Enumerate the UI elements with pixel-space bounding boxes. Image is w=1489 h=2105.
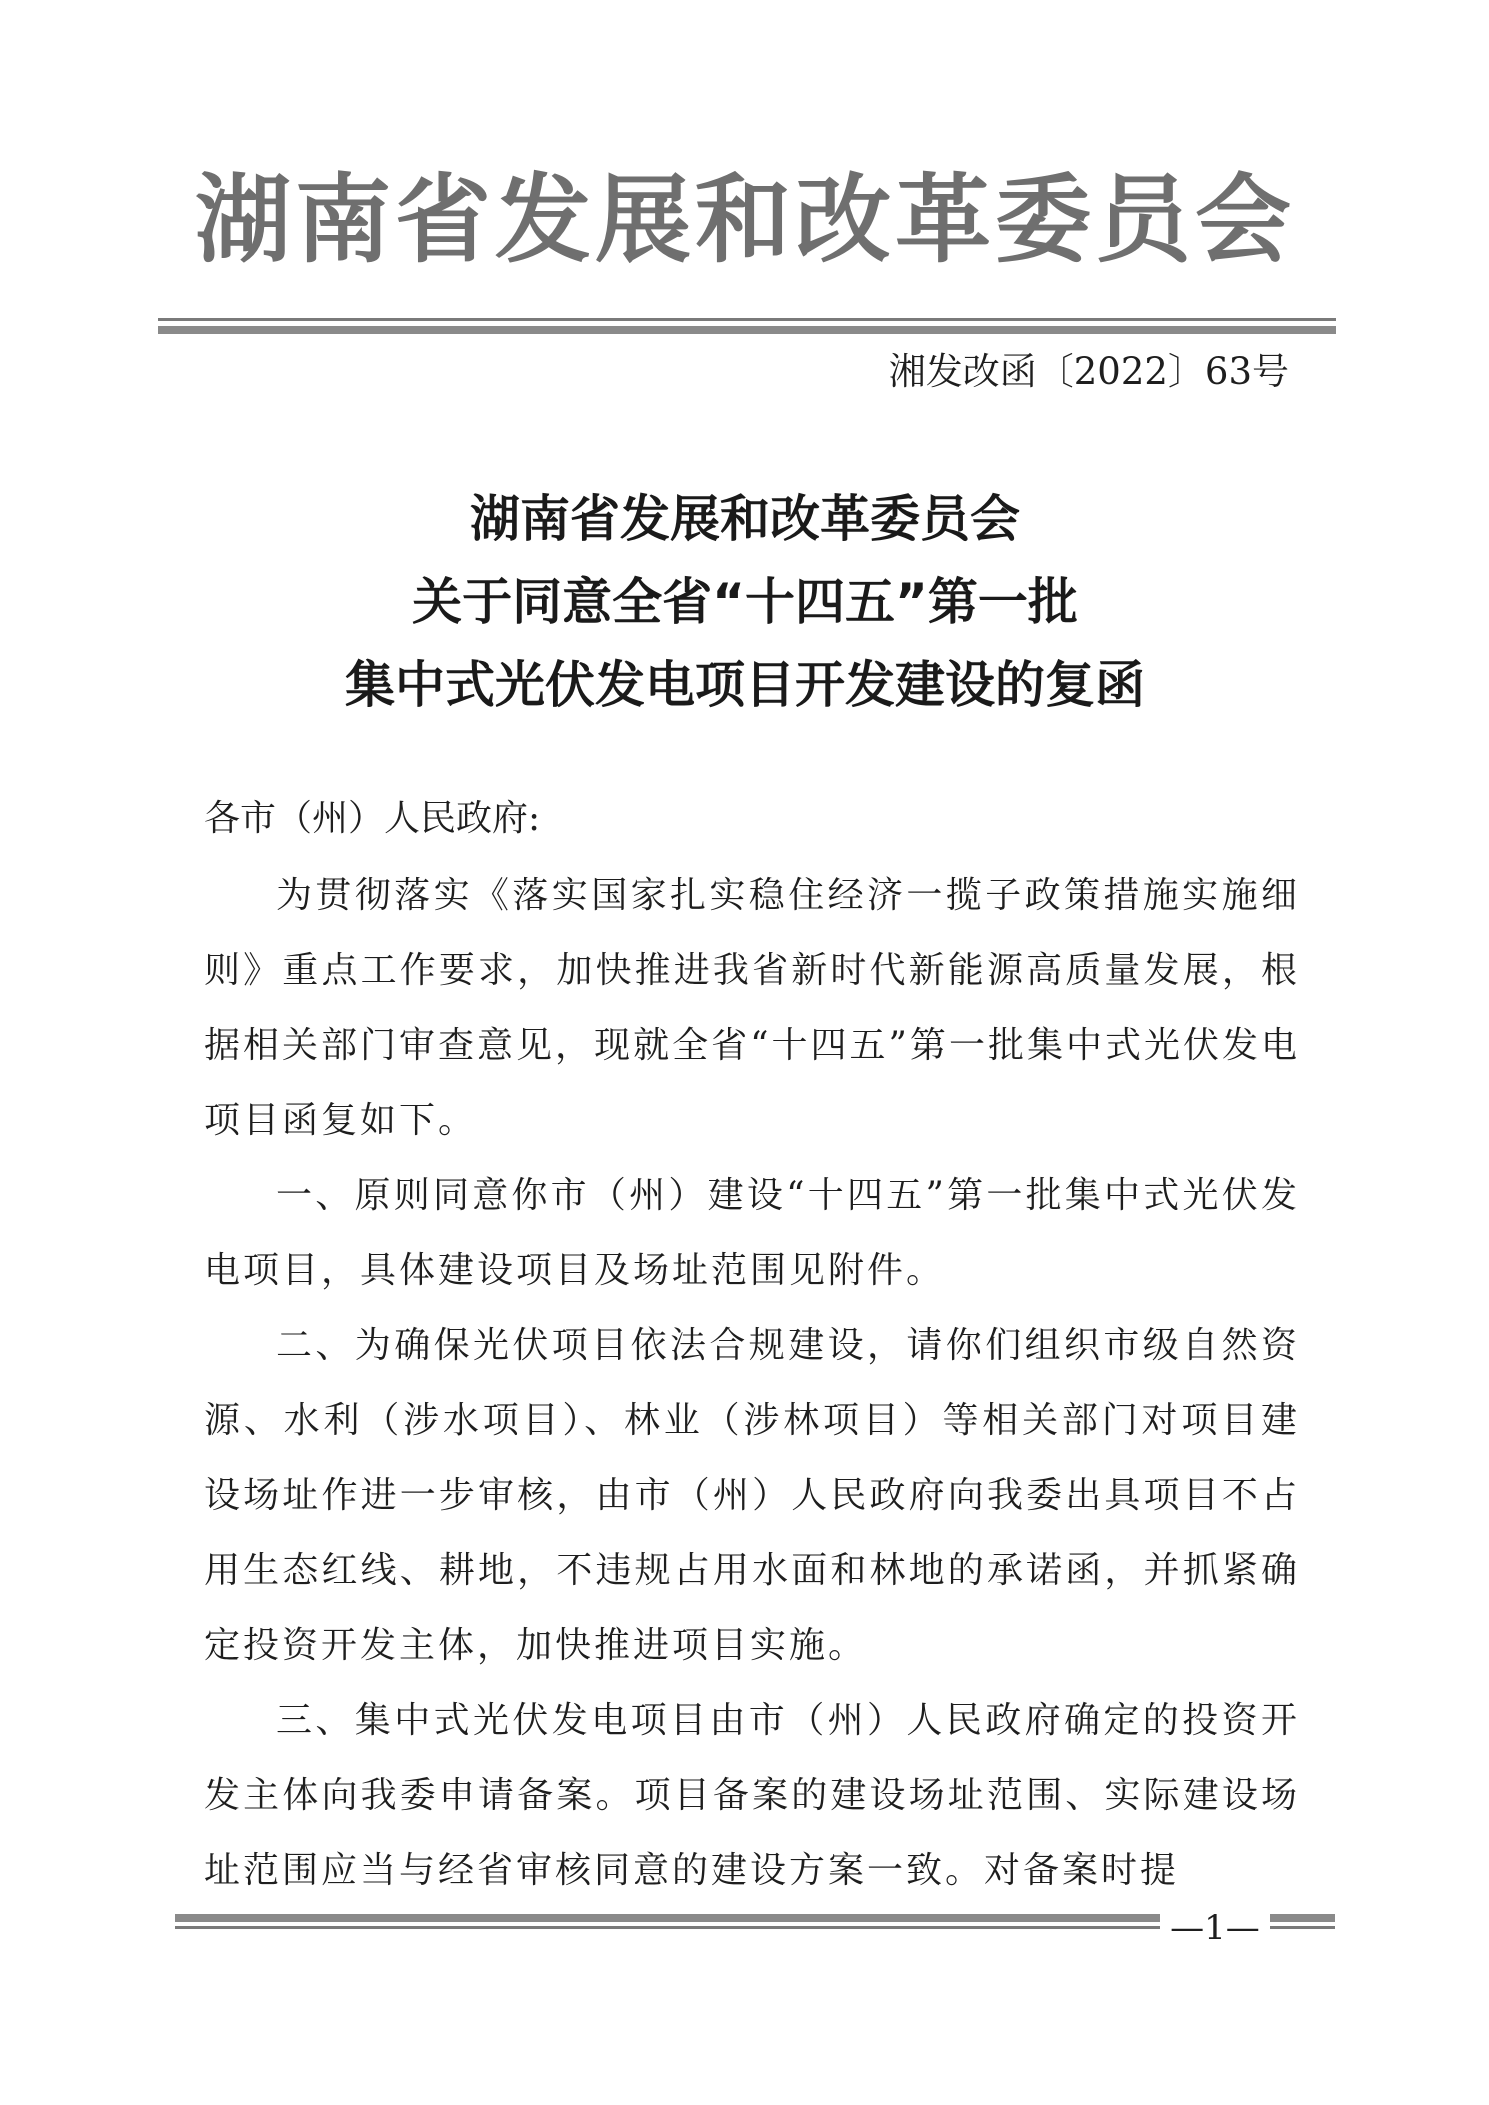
paragraph-item-3: 三、集中式光伏发电项目由市（州）人民政府确定的投资开发主体向我委申请备案。项目备案的建设场址范围、实际建设场址范围应当与经省审核同意的建设方案一致。对备案时提	[204, 1700, 1300, 1891]
paragraph-item-2: 二、为确保光伏项目依法合规建设，请你们组织市级自然资源、水利（涉水项目）、林业（涉林项目）等相关部门对项目建设场址作进一步审核，由市（州）人民政府向我委出具项目不占用生态红线、耕地，不违规占用水面和林地的承诺函，并抓紧确定投资开发主体，加快推进项目实施。	[204, 1325, 1300, 1666]
document-body	[204, 858, 1300, 1908]
paragraph-intro: 为贯彻落实《落实国家扎实稳住经济一揽子政策措施实施细则》重点工作要求，加快推进我省新时代新能源高质量发展，根据相关部门审查意见，现就全省“十四五”第一批集中式光伏发电项目函复如下。	[204, 875, 1300, 1141]
title-line-1: 湖南省发展和改革委员会	[470, 490, 1020, 548]
header-rule-thick	[158, 326, 1336, 334]
title-line-3: 集中式光伏发电项目开发建设的复函	[345, 656, 1145, 714]
document-title	[140, 478, 1350, 727]
agency-masthead: 湖南省发展和改革委员会	[195, 164, 1295, 276]
paragraph-item-1: 一、原则同意你市（州）建设“十四五”第一批集中式光伏发电项目，具体建设项目及场址范围见附件。	[204, 1175, 1300, 1291]
header-rule-thin	[158, 318, 1336, 321]
page-number: —1—	[1160, 1908, 1270, 1948]
title-line-2: 关于同意全省“十四五”第一批	[412, 573, 1078, 631]
document-number: 湘发改函〔2022〕63号	[888, 350, 1289, 393]
salutation: 各市（州）人民政府:	[204, 798, 541, 839]
